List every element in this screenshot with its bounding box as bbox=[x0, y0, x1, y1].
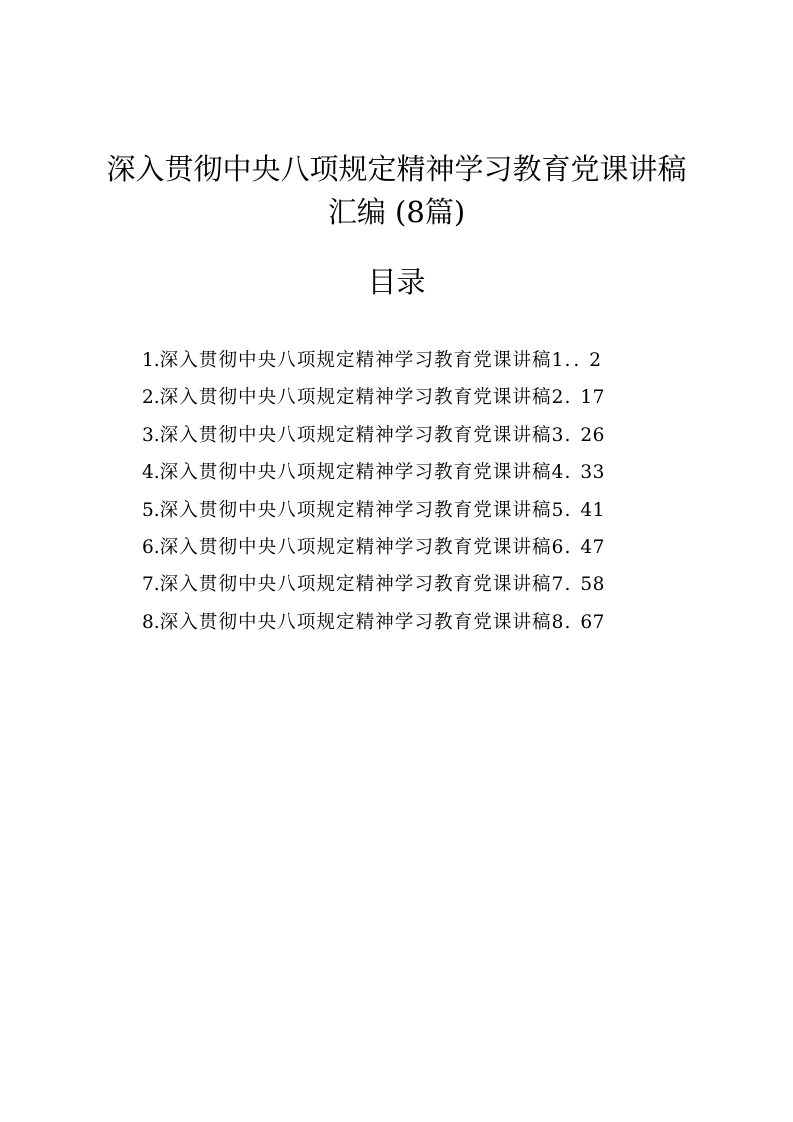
toc-entry-leader: . bbox=[564, 424, 574, 446]
toc-entry-leader: . bbox=[564, 611, 574, 633]
table-of-contents bbox=[142, 344, 662, 643]
toc-entry-leader: . bbox=[564, 574, 574, 596]
toc-entry-number: 4. bbox=[142, 462, 160, 484]
toc-entry-number: 8. bbox=[142, 611, 160, 633]
toc-entry-page: 2 bbox=[589, 350, 602, 371]
document-title-line-2: 汇编 (8篇) bbox=[327, 195, 466, 229]
toc-entry-title: 深入贯彻中央八项规定精神学习教育党课讲稿6 bbox=[159, 536, 565, 558]
document-title bbox=[0, 148, 793, 234]
toc-entry-title: 深入贯彻中央八项规定精神学习教育党课讲稿7 bbox=[159, 574, 565, 596]
toc-entry-5[interactable] bbox=[142, 494, 662, 531]
toc-entry-leader: . bbox=[564, 462, 574, 484]
toc-entry-number: 6. bbox=[142, 536, 160, 558]
toc-entry-title: 深入贯彻中央八项规定精神学习教育党课讲稿8 bbox=[159, 611, 565, 633]
toc-entry-page: 58 bbox=[580, 574, 605, 596]
toc-entry-title: 深入贯彻中央八项规定精神学习教育党课讲稿1 bbox=[159, 350, 565, 371]
toc-entry-page: 67 bbox=[580, 611, 605, 633]
document-title-line-1: 深入贯彻中央八项规定精神学习教育党课讲稿 bbox=[106, 152, 687, 186]
toc-entry-page: 26 bbox=[580, 424, 605, 446]
toc-entry-6[interactable] bbox=[142, 531, 662, 568]
toc-entry-leader: . bbox=[564, 499, 574, 521]
toc-entry-title: 深入贯彻中央八项规定精神学习教育党课讲稿3 bbox=[159, 424, 565, 446]
toc-entry-leader: . bbox=[564, 387, 574, 409]
toc-entry-2[interactable] bbox=[142, 381, 662, 418]
toc-entry-page: 47 bbox=[580, 536, 605, 558]
toc-entry-number: 3. bbox=[142, 424, 160, 446]
toc-heading: 目录 bbox=[367, 265, 426, 299]
toc-entry-page: 33 bbox=[580, 462, 605, 484]
toc-entry-title: 深入贯彻中央八项规定精神学习教育党课讲稿5 bbox=[159, 499, 565, 521]
toc-entry-7[interactable] bbox=[142, 568, 662, 605]
toc-entry-number: 2. bbox=[142, 387, 160, 409]
toc-entry-3[interactable] bbox=[142, 419, 662, 456]
toc-entry-leader: . bbox=[564, 536, 574, 558]
toc-entry-8[interactable] bbox=[142, 606, 662, 643]
toc-entry-4[interactable] bbox=[142, 456, 662, 493]
toc-entry-number: 7. bbox=[142, 574, 160, 596]
toc-entry-number: 5. bbox=[142, 499, 160, 521]
toc-entry-1[interactable] bbox=[142, 344, 662, 381]
toc-entry-leader: .. bbox=[564, 350, 583, 371]
toc-entry-number: 1. bbox=[142, 350, 160, 371]
toc-entry-page: 41 bbox=[580, 499, 605, 521]
toc-entry-title: 深入贯彻中央八项规定精神学习教育党课讲稿2 bbox=[159, 387, 565, 409]
toc-entry-page: 17 bbox=[580, 387, 605, 409]
toc-entry-title: 深入贯彻中央八项规定精神学习教育党课讲稿4 bbox=[159, 462, 565, 484]
